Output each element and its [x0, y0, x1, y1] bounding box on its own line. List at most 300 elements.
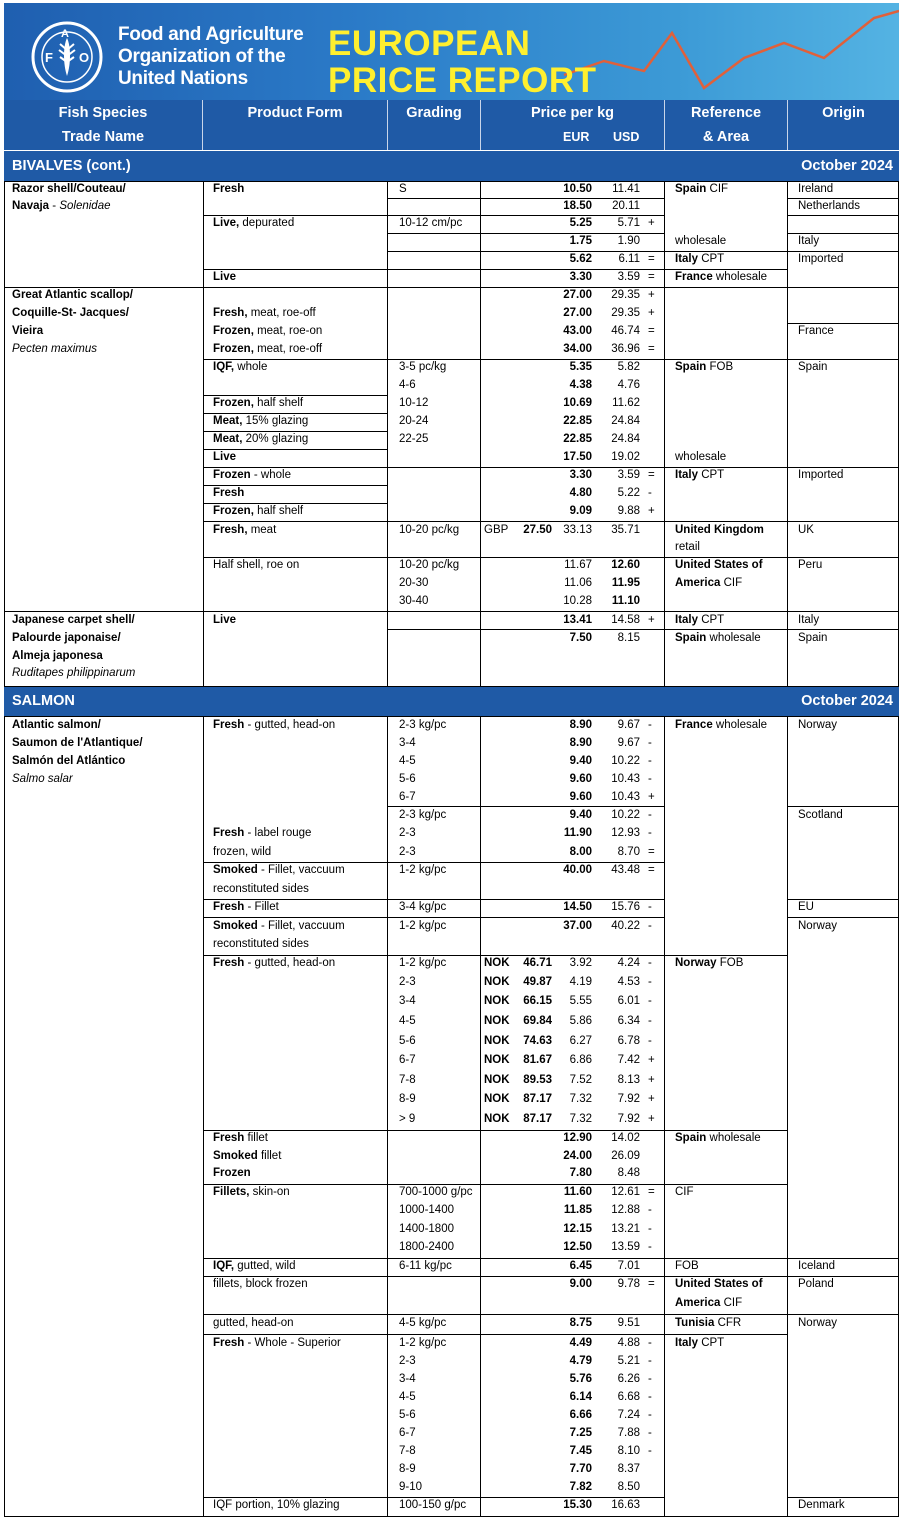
eur-price-cell-text: 8.00	[569, 846, 592, 858]
usd-price-cell	[580, 469, 640, 482]
reference-cell	[675, 577, 742, 590]
origin-cell	[798, 1499, 845, 1512]
grading-cell	[399, 864, 446, 877]
grading-cell	[399, 1113, 415, 1126]
species-cell	[12, 719, 101, 732]
reference-cell-text: Italy	[675, 253, 699, 265]
origin-cell	[798, 614, 819, 627]
reference-cell	[675, 271, 767, 284]
reference-cell	[675, 957, 743, 970]
usd-price-cell	[580, 433, 640, 446]
trend-indicator-text: -	[648, 809, 652, 821]
grading-cell-text: 4-5	[399, 1391, 416, 1403]
reference-cell	[675, 719, 767, 732]
origin-cell	[798, 200, 860, 213]
trend-indicator	[648, 1186, 655, 1199]
org-line: Food and Agriculture	[118, 24, 304, 45]
grading-cell	[399, 524, 459, 537]
usd-price-cell-text: 10.43	[611, 791, 640, 803]
usd-price-cell-text: 24.84	[611, 433, 640, 445]
usd-price-cell	[580, 559, 640, 572]
grading-cell	[399, 1074, 416, 1087]
origin-cell	[798, 524, 814, 537]
grading-cell	[399, 595, 428, 608]
eur-price-cell-text: 5.86	[569, 1015, 592, 1027]
trend-indicator-text: =	[648, 846, 655, 858]
origin-cell-text: Italy	[798, 235, 820, 247]
org-line: Organization of the	[118, 46, 286, 67]
eur-price-cell-text: 9.09	[569, 505, 592, 517]
usd-price-cell-text: 4.53	[617, 976, 640, 988]
trend-indicator	[648, 1054, 655, 1067]
usd-price-cell-text: 6.78	[617, 1035, 640, 1047]
usd-price-cell-text: 9.67	[617, 719, 640, 731]
eur-price-cell-text: 9.00	[569, 1278, 592, 1290]
trend-indicator-text: +	[648, 505, 655, 517]
eur-price-cell-text: 8.75	[569, 1317, 592, 1329]
usd-price-cell-text: 10.22	[611, 755, 640, 767]
usd-price-cell-text: 12.88	[611, 1204, 640, 1216]
trend-indicator	[648, 1409, 652, 1422]
usd-price-cell-text: 7.92	[617, 1093, 640, 1105]
trend-indicator-text: -	[648, 827, 652, 839]
grading-cell-text: 700-1000 g/pc	[399, 1186, 473, 1198]
usd-price-cell-text: 3.59	[617, 271, 640, 283]
species-cell	[12, 773, 73, 786]
trend-indicator	[648, 1373, 652, 1386]
grading-cell-text: 7-8	[399, 1445, 416, 1457]
species-cell-text: Vieira	[12, 325, 44, 337]
product-form-cell-text: - Fillet, vaccuum	[257, 864, 345, 876]
origin-cell-text: Spain	[798, 632, 828, 644]
trend-indicator	[648, 1427, 652, 1440]
usd-price-cell	[580, 995, 640, 1008]
usd-price-cell-text: 4.76	[617, 379, 640, 391]
product-form-cell-text: meat	[247, 524, 277, 536]
product-form-cell-text: - label rouge	[244, 827, 312, 839]
product-form-cell-text: Live	[213, 271, 237, 283]
grading-cell-text: 2-3	[399, 1355, 416, 1367]
grading-cell-text: 6-7	[399, 1427, 416, 1439]
product-form-cell-text: fillet	[244, 1132, 268, 1144]
origin-cell	[798, 325, 834, 338]
origin-cell	[798, 809, 843, 822]
trend-indicator	[648, 1241, 652, 1254]
product-form-cell-text: fillets, block frozen	[213, 1278, 308, 1290]
product-form-cell	[213, 1150, 281, 1163]
usd-price-cell-text: 8.10	[617, 1445, 640, 1457]
species-cell	[12, 632, 121, 645]
trend-indicator	[648, 325, 655, 338]
grading-cell	[399, 995, 416, 1008]
origin-cell	[798, 183, 833, 196]
eur-price-cell-text: 7.32	[569, 1113, 592, 1125]
local-price-cell-text: 87.17	[523, 1113, 552, 1125]
product-form-cell	[213, 183, 244, 196]
product-form-cell-text: skin-on	[249, 1186, 290, 1198]
grading-cell-text: 10-12	[399, 397, 429, 409]
eur-price-cell-text: 4.38	[569, 379, 592, 391]
species-cell-text: Salmo salar	[12, 773, 73, 785]
grading-cell	[399, 1463, 416, 1476]
product-form-cell-text: reconstituted sides	[213, 883, 309, 895]
grading-cell-text: 5-6	[399, 1035, 416, 1047]
eur-price-cell-text: 3.92	[569, 957, 592, 969]
origin-cell-text: Poland	[798, 1278, 834, 1290]
origin-cell	[798, 632, 827, 645]
usd-price-cell-text: 5.22	[617, 487, 640, 499]
usd-price-cell-text: 16.63	[611, 1499, 640, 1511]
species-cell-text: Pecten maximus	[12, 343, 98, 355]
eur-price-cell-text: 5.62	[569, 253, 592, 265]
usd-price-cell	[580, 920, 640, 933]
header-grading-label: Grading	[406, 105, 462, 121]
product-form-cell-text: half shelf	[253, 397, 304, 409]
reference-cell-text: United States of	[675, 559, 763, 571]
reference-cell-text: CPT	[698, 1337, 725, 1349]
local-price-cell-text: 66.15	[523, 995, 552, 1007]
product-form-cell	[213, 1278, 308, 1291]
trend-indicator-text: -	[648, 719, 652, 731]
local-price-cell-text: 49.87	[523, 976, 552, 988]
origin-cell-text: Norway	[798, 719, 837, 731]
product-form-cell	[213, 1186, 290, 1199]
eur-price-cell-text: 6.86	[569, 1054, 592, 1066]
grading-cell-text: S	[399, 183, 407, 195]
grading-cell	[399, 1337, 446, 1350]
trend-indicator-text: =	[648, 1278, 655, 1290]
eur-price-cell-text: 11.60	[563, 1186, 592, 1198]
trend-indicator-text: +	[648, 1093, 655, 1105]
reference-cell	[675, 451, 726, 464]
product-form-cell	[213, 1317, 294, 1330]
grading-cell	[399, 976, 416, 989]
product-form-cell	[213, 920, 345, 933]
usd-price-cell	[580, 809, 640, 822]
trend-indicator	[648, 920, 652, 933]
grading-cell-text: 4-5 kg/pc	[399, 1317, 447, 1329]
species-cell	[12, 183, 126, 196]
species-cell-text: Atlantic salmon/	[12, 719, 101, 731]
usd-price-cell-text: 20.11	[612, 200, 640, 212]
usd-price-cell	[580, 1015, 640, 1028]
grading-cell	[399, 1427, 416, 1440]
product-form-cell-text: Live,	[213, 217, 240, 229]
usd-price-cell	[580, 451, 640, 464]
reference-cell	[675, 183, 728, 196]
origin-cell-text: France	[798, 325, 834, 337]
product-form-cell	[213, 397, 303, 410]
usd-price-cell-text: 8.70	[617, 846, 640, 858]
local-price-cell-text: 69.84	[523, 1015, 552, 1027]
product-form-cell-text: meat, roe-off	[253, 343, 323, 355]
logo-letter-f: F	[45, 50, 53, 65]
origin-cell	[798, 1317, 837, 1330]
eur-price-cell-text: 12.15	[563, 1223, 592, 1235]
product-form-cell-text: Fresh,	[213, 307, 248, 319]
eur-price-cell-text: 6.66	[569, 1409, 592, 1421]
eur-price-cell-text: 27.00	[563, 289, 592, 301]
usd-price-cell	[580, 397, 640, 410]
grading-cell	[399, 415, 428, 428]
trend-indicator	[648, 773, 652, 786]
header-species-line1: Fish Species	[58, 105, 148, 121]
usd-price-cell-text: 8.48	[617, 1167, 640, 1179]
grading-cell	[399, 920, 446, 933]
product-form-cell-text: Live	[213, 614, 237, 626]
trend-indicator-text: +	[648, 217, 655, 229]
product-form-cell-text: Fresh	[213, 901, 245, 913]
product-form-cell-text: Frozen,	[213, 505, 254, 517]
usd-price-cell	[580, 846, 640, 859]
trend-indicator	[648, 1223, 652, 1236]
usd-price-cell-text: 4.88	[617, 1337, 640, 1349]
eur-price-cell-text: 9.60	[569, 773, 592, 785]
grading-cell-text: 9-10	[399, 1481, 423, 1493]
product-form-cell-text: Frozen,	[213, 343, 254, 355]
usd-price-cell-text: 6.26	[617, 1373, 640, 1385]
product-form-cell	[213, 343, 322, 356]
species-cell	[12, 200, 110, 213]
grading-cell-text: 2-3 kg/pc	[399, 809, 447, 821]
trend-indicator	[648, 995, 652, 1008]
grading-cell	[399, 1015, 416, 1028]
usd-price-cell	[580, 1074, 640, 1087]
trend-indicator	[648, 755, 652, 768]
origin-cell-text: Norway	[798, 1317, 837, 1329]
trend-indicator-text: +	[648, 289, 655, 301]
trend-indicator-text: =	[648, 469, 655, 481]
species-cell-text: Salmón del Atlántico	[12, 755, 126, 767]
reference-cell-text: wholesale	[706, 1132, 761, 1144]
origin-cell	[798, 1260, 835, 1273]
origin-cell-text: Norway	[798, 920, 837, 932]
grading-cell	[399, 433, 428, 446]
usd-price-cell	[580, 1499, 640, 1512]
grading-cell	[399, 1093, 416, 1106]
eur-price-cell-text: 6.45	[569, 1260, 592, 1272]
eur-price-cell-text: 8.90	[569, 737, 592, 749]
origin-cell-text: Netherlands	[798, 200, 861, 212]
eur-price-cell-text: 40.00	[563, 864, 592, 876]
product-form-cell-text: Meat,	[213, 415, 243, 427]
grading-cell-text: 2-3	[399, 846, 416, 858]
trend-indicator-text: +	[648, 614, 655, 626]
reference-cell	[675, 361, 733, 374]
product-form-cell-text: meat, roe-on	[253, 325, 323, 337]
grading-cell-text: 10-12 cm/pc	[399, 217, 463, 229]
trend-indicator-text: =	[648, 271, 655, 283]
trend-indicator	[648, 846, 655, 859]
reference-cell	[675, 559, 763, 572]
grading-cell	[399, 773, 416, 786]
usd-price-cell	[580, 271, 640, 284]
grading-cell-text: 7-8	[399, 1074, 416, 1086]
eur-price-cell-text: 37.00	[563, 920, 592, 932]
usd-price-cell	[580, 755, 640, 768]
product-form-cell-text: Frozen	[213, 469, 251, 481]
usd-price-cell-text: 10.43	[611, 773, 640, 785]
reference-cell-text: FOB	[706, 361, 734, 373]
reference-cell-text: Spain	[675, 1132, 707, 1144]
grading-cell	[399, 1481, 422, 1494]
trend-indicator-text: =	[648, 325, 655, 337]
currency-cell-text: GBP	[484, 524, 509, 536]
product-form-cell	[213, 827, 311, 840]
reference-cell	[675, 1132, 761, 1145]
grading-cell	[399, 1035, 416, 1048]
trend-indicator-text: -	[648, 1409, 652, 1421]
usd-price-cell	[580, 1373, 640, 1386]
usd-price-cell	[580, 200, 640, 213]
usd-price-cell-text: 26.09	[611, 1150, 640, 1162]
product-form-cell	[213, 864, 345, 877]
usd-price-cell	[580, 307, 640, 320]
trend-indicator	[648, 864, 655, 877]
trend-indicator	[648, 1391, 652, 1404]
usd-price-cell-text: 12.60	[611, 559, 640, 571]
eur-price-cell-text: 7.32	[569, 1093, 592, 1105]
species-cell-text: -	[49, 200, 60, 212]
trend-indicator-text: -	[648, 487, 652, 499]
usd-price-cell	[580, 1260, 640, 1273]
eur-price-cell-text: 11.67	[564, 559, 592, 571]
product-form-cell-text: frozen, wild	[213, 846, 272, 858]
grading-cell-text: 6-11 kg/pc	[399, 1260, 452, 1272]
trend-indicator-text: -	[648, 1204, 652, 1216]
usd-price-cell	[580, 1278, 640, 1291]
trend-indicator	[648, 957, 652, 970]
trend-indicator	[648, 1093, 655, 1106]
grading-cell	[399, 957, 446, 970]
usd-price-cell-text: 10.22	[611, 809, 640, 821]
reference-cell-text: wholesale	[712, 719, 768, 731]
grading-cell-text: 1000-1400	[399, 1204, 454, 1216]
trend-indicator-text: =	[648, 343, 655, 355]
usd-price-cell	[580, 1391, 640, 1404]
eur-price-cell-text: 5.76	[569, 1373, 592, 1385]
product-form-cell-text: IQF,	[213, 361, 235, 373]
usd-price-cell-text: 11.95	[611, 577, 640, 589]
eur-price-cell-text: 4.49	[569, 1337, 592, 1349]
species-cell-text: Solenidae	[59, 200, 111, 212]
eur-price-cell-text: 11.06	[564, 577, 592, 589]
eur-price-cell-text: 17.50	[563, 451, 592, 463]
usd-price-cell-text: 8.15	[617, 632, 640, 644]
usd-price-cell	[580, 1054, 640, 1067]
origin-cell	[798, 719, 837, 732]
eur-price-cell-text: 5.25	[569, 217, 592, 229]
trend-indicator-text: =	[648, 1186, 655, 1198]
reference-cell-text: Norway	[675, 957, 717, 969]
species-cell-text: Great Atlantic scallop/	[12, 289, 133, 301]
usd-price-cell-text: 6.68	[617, 1391, 640, 1403]
product-form-cell	[213, 957, 335, 970]
usd-price-cell	[580, 1204, 640, 1217]
usd-price-cell	[580, 1427, 640, 1440]
eur-price-cell-text: 22.85	[563, 433, 592, 445]
trend-indicator	[648, 901, 652, 914]
usd-price-cell	[580, 1132, 640, 1145]
trend-indicator-text: -	[648, 1337, 652, 1349]
grading-cell-text: > 9	[399, 1113, 416, 1125]
reference-cell	[675, 1297, 742, 1310]
usd-price-cell	[580, 1463, 640, 1476]
usd-price-cell-text: 8.50	[617, 1481, 640, 1493]
eur-price-cell-text: 22.85	[563, 415, 592, 427]
usd-price-cell	[580, 1445, 640, 1458]
grading-cell-text: 30-40	[399, 595, 429, 607]
reference-cell	[675, 524, 764, 537]
trend-indicator	[648, 253, 655, 266]
usd-price-cell	[580, 415, 640, 428]
reference-cell	[675, 1337, 724, 1350]
currency-cell-text: NOK	[484, 957, 510, 969]
header-species-line2: Trade Name	[61, 129, 145, 145]
grading-cell-text: 5-6	[399, 773, 416, 785]
reference-cell-text: Italy	[675, 614, 699, 626]
product-form-cell-text: Fresh	[213, 1337, 245, 1349]
eur-price-cell-text: 43.00	[563, 325, 592, 337]
usd-price-cell-text: 12.61	[611, 1186, 640, 1198]
usd-price-cell-text: 11.62	[612, 397, 640, 409]
grading-cell-text: 3-4	[399, 1373, 416, 1385]
usd-price-cell-text: 9.51	[617, 1317, 640, 1329]
trend-indicator-text: -	[648, 1445, 652, 1457]
usd-price-cell-text: 7.88	[617, 1427, 640, 1439]
eur-price-cell-text: 34.00	[563, 343, 592, 355]
origin-cell	[798, 559, 822, 572]
trend-indicator	[648, 1445, 652, 1458]
grading-cell-text: 10-20 pc/kg	[399, 559, 460, 571]
usd-price-cell	[580, 1481, 640, 1494]
product-form-cell-text: - gutted, head-on	[244, 719, 336, 731]
product-form-cell-text: - whole	[250, 469, 291, 481]
usd-price-cell	[580, 343, 640, 356]
currency-cell-text: NOK	[484, 1015, 510, 1027]
reference-cell-text: Spain	[675, 632, 707, 644]
usd-price-cell-text: 13.59	[611, 1241, 640, 1253]
trend-indicator-text: -	[648, 1427, 652, 1439]
eur-price-cell-text: 4.19	[569, 976, 592, 988]
eur-price-cell-text: 13.41	[563, 614, 592, 626]
usd-price-cell	[580, 614, 640, 627]
trend-indicator-text: =	[648, 864, 655, 876]
product-form-cell-text: gutted, head-on	[213, 1317, 294, 1329]
usd-price-cell-text: 1.90	[617, 235, 640, 247]
usd-price-cell-text: 15.76	[611, 901, 640, 913]
trend-indicator	[648, 1204, 652, 1217]
product-form-cell-text: Frozen,	[213, 325, 254, 337]
product-form-cell-text: Fresh	[213, 183, 245, 195]
grading-cell	[399, 809, 446, 822]
species-cell	[12, 289, 133, 302]
usd-price-cell	[580, 1186, 640, 1199]
grading-cell-text: 1-2 kg/pc	[399, 864, 447, 876]
eur-price-cell-text: 9.40	[569, 809, 592, 821]
product-form-cell	[213, 325, 322, 338]
trend-indicator	[648, 1355, 652, 1368]
trend-indicator-text: -	[648, 773, 652, 785]
origin-cell-text: Denmark	[798, 1499, 845, 1511]
product-form-cell-text: - gutted, head-on	[244, 957, 336, 969]
eur-price-cell-text: 12.90	[563, 1132, 592, 1144]
origin-cell	[798, 1278, 834, 1291]
usd-price-cell	[580, 1113, 640, 1126]
eur-price-cell-text: 15.30	[563, 1499, 592, 1511]
product-form-cell-text: half shelf	[253, 505, 304, 517]
currency-cell-text: NOK	[484, 1054, 510, 1066]
